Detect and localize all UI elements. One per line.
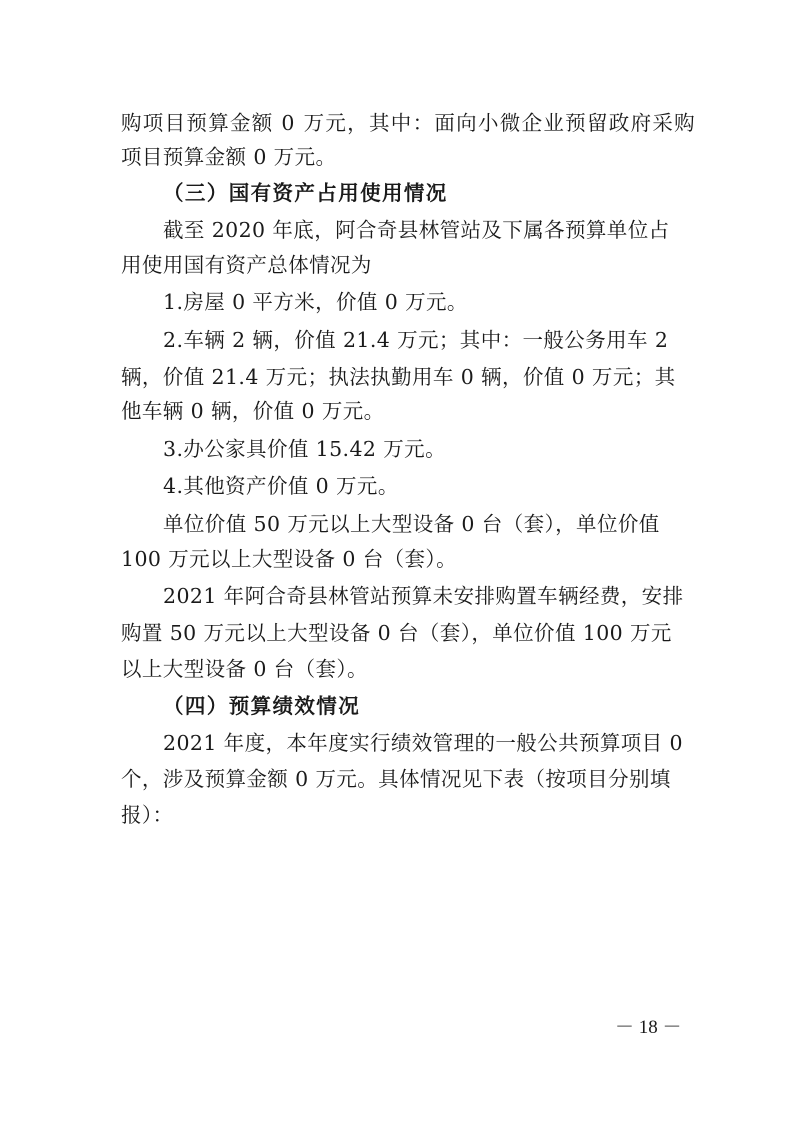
section-heading: （四）预算绩效情况: [163, 694, 361, 718]
paragraph-line: 单位价值 50 万元以上大型设备 0 台（套），单位价值: [163, 512, 660, 536]
section-heading: （三）国有资产占用使用情况: [163, 181, 448, 205]
paragraph-line: 个，涉及预算金额 0 万元。具体情况见下表（按项目分别填: [121, 767, 671, 791]
paragraph-line: 购置 50 万元以上大型设备 0 台（套），单位价值 100 万元: [121, 621, 672, 645]
paragraph-line: 1.房屋 0 平方米，价值 0 万元。: [163, 290, 468, 314]
paragraph-line: 2.车辆 2 辆，价值 21.4 万元；其中：一般公务用车 2: [163, 328, 669, 352]
paragraph-line: 100 万元以上大型设备 0 台（套）。: [121, 547, 457, 571]
page-number: － 18 －: [615, 1017, 682, 1038]
paragraph-line: 2021 年阿合奇县林管站预算未安排购置车辆经费，安排: [163, 584, 684, 608]
paragraph-line: 报）：: [121, 803, 174, 827]
paragraph-line: 购项目预算金额 0 万元，其中：面向小微企业预留政府采购: [121, 111, 696, 135]
paragraph-line: 辆，价值 21.4 万元；执法执勤用车 0 辆，价值 0 万元；其: [121, 365, 676, 389]
paragraph-line: 2021 年度，本年度实行绩效管理的一般公共预算项目 0: [163, 731, 683, 755]
paragraph-line: 以上大型设备 0 台（套）。: [121, 657, 368, 681]
paragraph-line: 项目预算金额 0 万元。: [121, 145, 337, 169]
paragraph-line: 4.其他资产价值 0 万元。: [163, 474, 399, 498]
paragraph-line: 用使用国有资产总体情况为: [121, 253, 372, 277]
paragraph-line: 截至 2020 年底，阿合奇县林管站及下属各预算单位占: [163, 218, 670, 242]
paragraph-line: 他车辆 0 辆，价值 0 万元。: [121, 399, 385, 423]
paragraph-line: 3.办公家具价值 15.42 万元。: [163, 437, 446, 461]
